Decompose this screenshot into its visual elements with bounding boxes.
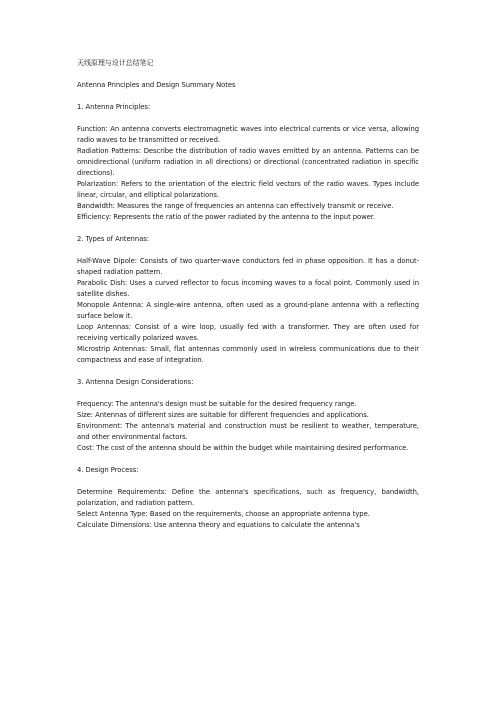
paragraph: Microstrip Antennas: Small, flat antennas commonly used in wireless communications due to their compactness and ease of integration. — [77, 345, 419, 364]
paragraph: Efficiency: Represents the ratio of the power radiated by the antenna to the input power. — [77, 213, 376, 221]
spacer — [77, 223, 419, 234]
paragraph: Monopole Antenna: A single-wire antenna, often used as a ground-plane antenna with a reflecting surface below it. — [77, 301, 419, 320]
paragraph: Polarization: Refers to the orientation of the electric field vectors of the radio waves. Types include linear, circular, and elliptical polarizations. — [77, 180, 419, 199]
paragraph: Cost: The cost of the antenna should be within the budget while maintaining desired performance. — [77, 444, 409, 452]
section-heading: 2. Types of Antennas: — [77, 235, 150, 243]
section-antenna-principles — [77, 102, 419, 223]
document-title-chinese: 天线原理与设计总结笔记 — [77, 59, 154, 67]
section-design-process — [77, 465, 419, 531]
paragraph: Function: An antenna converts electromagnetic waves into electrical currents or vice versa, allowing radio waves to be transmitted or received. — [77, 125, 419, 144]
section-heading: 4. Design Process: — [77, 466, 139, 474]
section-heading: 1. Antenna Principles: — [77, 103, 151, 111]
spacer — [77, 454, 419, 465]
paragraph: Calculate Dimensions: Use antenna theory and equations to calculate the antenna's — [77, 521, 360, 529]
document-title-english: Antenna Principles and Design Summary Notes — [77, 81, 236, 89]
paragraph: Frequency: The antenna's design must be suitable for the desired frequency range. — [77, 400, 357, 408]
paragraph: Determine Requirements: Define the antenna's specifications, such as frequency, bandwidth, polarization, and radiation pattern. — [77, 488, 419, 507]
paragraph: Parabolic Dish: Uses a curved reflector to focus incoming waves to a focal point. Commonly used in satellite dishes. — [77, 279, 419, 298]
paragraph: Size: Antennas of different sizes are suitable for different frequencies and applications. — [77, 411, 369, 419]
paragraph: Half-Wave Dipole: Consists of two quarter-wave conductors fed in phase opposition. It has a donut-shaped radiation pattern. — [77, 257, 419, 276]
section-types-of-antennas — [77, 234, 419, 366]
spacer — [77, 366, 419, 377]
paragraph: Bandwidth: Measures the range of frequencies an antenna can effectively transmit or receive. — [77, 202, 394, 210]
paragraph: Loop Antennas: Consist of a wire loop, usually fed with a transformer. They are often used for receiving vertically polarized waves. — [77, 323, 419, 342]
document-body — [77, 58, 419, 531]
section-design-considerations — [77, 377, 419, 454]
section-heading: 3. Antenna Design Considerations: — [77, 378, 194, 386]
paragraph: Environment: The antenna's material and construction must be resilient to weather, temperature, and other environmental factors. — [77, 422, 419, 441]
paragraph: Select Antenna Type: Based on the requirements, choose an appropriate antenna type. — [77, 510, 370, 518]
paragraph: Radiation Patterns: Describe the distribution of radio waves emitted by an antenna. Patterns can be omnidirectional (uniform radiation in all directions) or directional (concentrated radiation in specific directions). — [77, 147, 419, 177]
